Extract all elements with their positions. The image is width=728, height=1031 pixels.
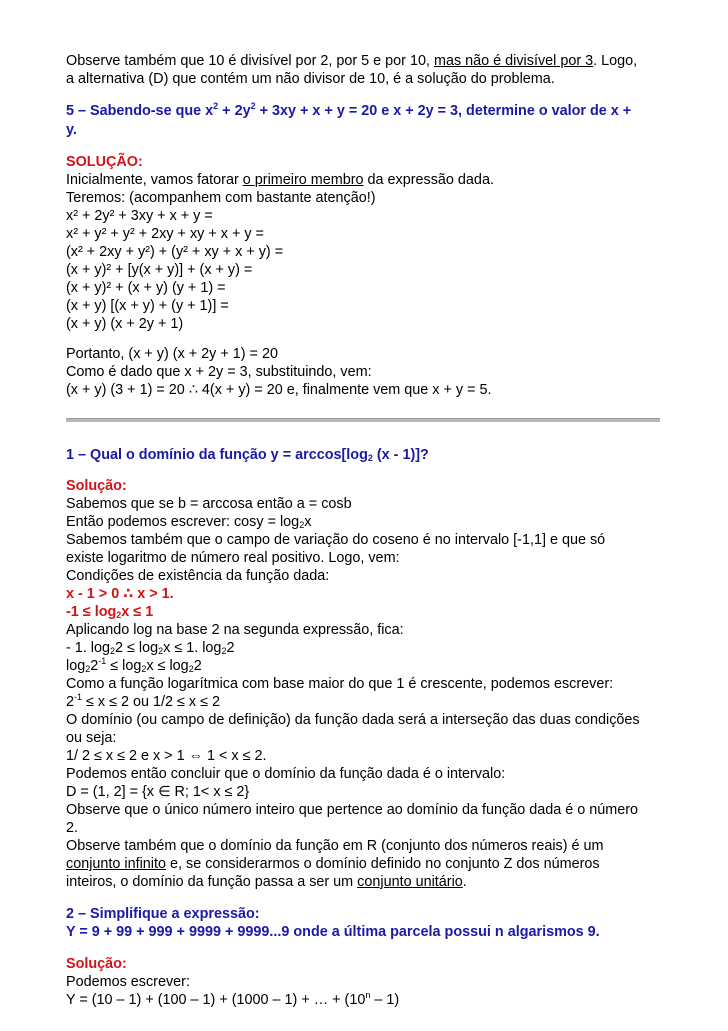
- solution-line: Podemos então concluir que o domínio da função dada é o intervalo:: [66, 766, 506, 782]
- solution-line: Teremos: (acompanhem com bastante atenção!): [66, 190, 376, 206]
- solution-line: inteiros, o domínio da função passa a ser um conjunto unitário.: [66, 874, 467, 890]
- question-2-expression: Y = 9 + 99 + 999 + 9999 + 9999...9 onde a última parcela possui n algarismos 9.: [66, 924, 600, 940]
- section-divider: [66, 418, 660, 422]
- equation-line: x² + y² + y² + 2xy + xy + x + y =: [66, 226, 264, 242]
- question-5-title: 5 – Sabendo-se que $x^2 + 2y^2 + 3xy + x + y = 20$ e x + 2y = 3, determine o valor de x +: [66, 101, 632, 119]
- equation-line: $2^{-1} \le x \le 2$ ou 1/2 ≤ x ≤ 2: [66, 692, 221, 710]
- solution-heading: SOLUÇÃO:: [66, 154, 143, 170]
- solution-line: ou seja:: [66, 730, 117, 746]
- conclusion-line: (x + y) (3 + 1) = 20 ∴ 4(x + y) = 20 e, finalmente vem que x + y = 5.: [66, 382, 492, 398]
- intro-line-2: a alternativa (D) que contém um não divisor de 10, é a solução do problema.: [66, 71, 555, 87]
- equation-line: x² + 2y² + 3xy + x + y =: [66, 208, 213, 224]
- question-5-title-cont: y.: [66, 122, 77, 138]
- solution-heading: Solução:: [66, 956, 127, 972]
- solution-line: Sabemos também que o campo de variação do coseno é no intervalo [-1,1] e que só: [66, 532, 606, 548]
- equation-line: Y = (10 – 1) + (100 – 1) + (1000 – 1) + … + $(10^n - 1)$: [66, 990, 400, 1008]
- equation-line: (x + y)² + (x + y) (y + 1) =: [66, 280, 226, 296]
- solution-line: O domínio (ou campo de definição) da função dada será a interseção das duas condições: [66, 712, 640, 728]
- solution-line: conjunto infinito e, se considerarmos o domínio definido no conjunto Z dos números: [66, 856, 600, 872]
- solution-line: existe logaritmo de número real positivo. Logo, vem:: [66, 550, 400, 566]
- solution-line: Observe que o único número inteiro que pertence ao domínio da função dada é o número: [66, 802, 639, 818]
- solution-line: Podemos escrever:: [66, 974, 190, 990]
- solution-line: Aplicando log na base 2 na segunda expressão, fica:: [66, 622, 404, 638]
- equation-line: 1/ 2 ≤ x ≤ 2 e x > 1 ⇔ 1 < x ≤ 2.: [66, 748, 267, 764]
- condition-1: x - 1 > 0 ∴ x > 1.: [66, 586, 174, 602]
- solution-line: Inicialmente, vamos fatorar o primeiro membro da expressão dada.: [66, 172, 494, 188]
- solution-line: Então podemos escrever: $\cos y = \log_2x$: [66, 514, 312, 530]
- solution-heading: Solução:: [66, 478, 127, 494]
- equation-line: (x² + 2xy + y²) + (y² + xy + x + y) =: [66, 244, 284, 260]
- equation-line: - 1. $\log_22 \le \log_2x \le 1$. $\log_22$: [66, 640, 235, 656]
- equation-line: $\log_22^{-1} \le \log_2x \le \log_22$: [66, 656, 202, 674]
- solution-line: 2.: [66, 820, 79, 836]
- question-2-title: 2 – Simplifique a expressão:: [66, 906, 260, 922]
- conclusion-line: Portanto, (x + y) (x + 2y + 1) = 20: [66, 346, 278, 362]
- equation-line: D = (1, 2] = {x ∈ R; 1< x ≤ 2}: [66, 784, 250, 800]
- solution-line: Condições de existência da função dada:: [66, 568, 330, 584]
- equation-line: (x + y)² + [y(x + y)] + (x + y) =: [66, 262, 253, 278]
- intro-line-1: Observe também que 10 é divisível por 2, por 5 e por 10, mas não é divisível por 3. Logo,: [66, 53, 638, 69]
- solution-line: Observe também que o domínio da função em R (conjunto dos números reais) é um: [66, 838, 604, 854]
- conclusion-line: Como é dado que x + 2y = 3, substituindo, vem:: [66, 364, 372, 380]
- condition-2: $-1 \le \log_2x \le 1$: [66, 604, 154, 620]
- question-1-title: 1 – Qual o domínio da função $y = \arccos[\log_2$ (x - 1)]?: [66, 447, 429, 463]
- equation-line: (x + y) [(x + y) + (y + 1)] =: [66, 298, 229, 314]
- solution-line: Sabemos que se b = arccosa então a = cosb: [66, 496, 352, 512]
- equation-line: (x + y) (x + 2y + 1): [66, 316, 184, 332]
- solution-line: Como a função logarítmica com base maior do que 1 é crescente, podemos escrever:: [66, 676, 614, 692]
